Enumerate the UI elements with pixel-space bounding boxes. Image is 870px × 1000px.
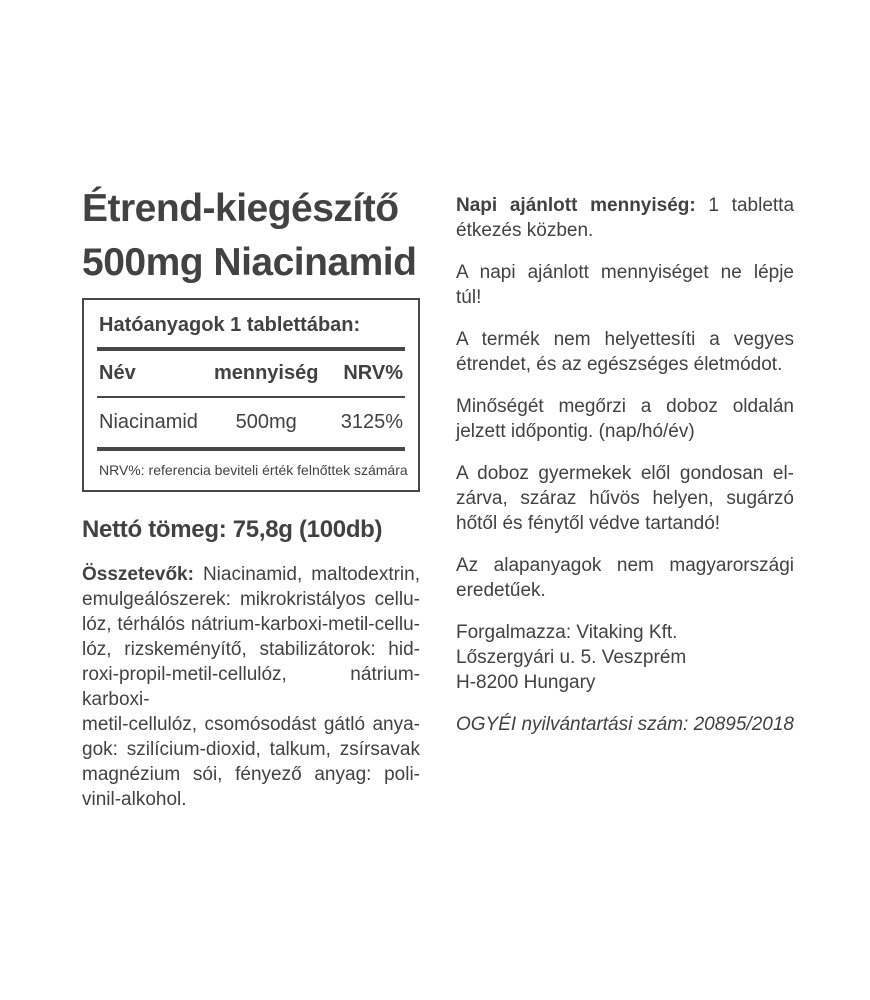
text-line: magnézium sói, fényező anyag: poli-: [82, 764, 420, 785]
text-line: roxi-propil-metil-cellulóz, nátrium-karboxi-: [82, 664, 420, 710]
text-line: Napi ajánlott mennyiség: 1 tabletta: [456, 195, 795, 216]
para-daily-dose: [456, 193, 794, 243]
text-line: jelzett időpontig. (nap/hó/év): [456, 421, 695, 442]
left-column: [82, 168, 420, 812]
text-line: Forgalmazza: Vitaking Kft.: [456, 622, 678, 643]
text-line: Összetevők: Niacinamid, maltodextrin,: [82, 564, 420, 585]
table-row: [97, 398, 405, 447]
para-registration-number: [456, 712, 794, 737]
text-line: vinil-alkohol.: [82, 789, 187, 810]
column-header-nrv: NRV%: [343, 362, 403, 384]
column-header-quantity: mennyiség: [213, 362, 319, 384]
text-line: A doboz gyermekek elől gondosan el-: [456, 463, 794, 484]
cell-ingredient-nrv: 3125%: [340, 411, 403, 433]
ingredients-paragraph: [82, 562, 420, 812]
column-header-name: Név: [99, 362, 136, 384]
para-ingredient-origin: [456, 553, 794, 603]
net-weight: Nettó tömeg: 75,8g (100db): [82, 516, 383, 543]
text-line: lóz, térhálós nátrium-karboxi-metil-cellu-: [82, 614, 420, 635]
para-not-a-substitute: [456, 327, 794, 377]
text-line: gok: szilícium-dioxid, talkum, zsírsavak: [82, 739, 420, 760]
text-line: eredetűek.: [456, 580, 546, 601]
para-distributor: [456, 620, 794, 695]
para-do-not-exceed: [456, 260, 794, 310]
text-line: zárva, száraz hűvös helyen, sugárzó: [456, 488, 794, 509]
text-line: Minőségét megőrzi a doboz oldalán: [456, 396, 794, 417]
para-best-before: [456, 394, 794, 444]
product-title-line2: 500mg Niacinamid: [82, 241, 417, 284]
text-line: étkezés közben.: [456, 220, 594, 241]
text-line: A termék nem helyettesíti a vegyes: [456, 329, 794, 350]
text-line: hőtől és fénytől védve tartandó!: [456, 513, 721, 534]
label-content: [82, 168, 794, 812]
text-line: emulgeálószerek: mikrokristályos cellu-: [82, 589, 420, 610]
para-storage: [456, 461, 794, 536]
table-title: Hatóanyagok 1 tablettában:: [99, 314, 361, 336]
bold-lead: Napi ajánlott mennyiség:: [456, 195, 696, 216]
active-ingredients-table: [82, 298, 420, 492]
product-title: [82, 182, 420, 290]
table-header-row: [97, 351, 405, 396]
bold-lead: Összetevők:: [82, 564, 194, 585]
text-line: OGYÉI nyilvántartási szám: 20895/2018: [456, 714, 794, 735]
text-line: étrendet, és az egészséges életmódot.: [456, 354, 783, 375]
text-line: Az alapanyagok nem magyarországi: [456, 555, 794, 576]
nrv-footnote: NRV%: referencia beviteli érték felnőttek számára: [99, 462, 408, 478]
text-line: lóz, rizskeményítő, stabilizátorok: hid-: [82, 639, 420, 660]
text-line: metil-cellulóz, csomósodást gátló anya-: [82, 714, 420, 735]
cell-ingredient-quantity: 500mg: [235, 411, 297, 433]
right-column: [456, 168, 794, 812]
product-title-line1: Étrend-kiegészítő: [82, 187, 399, 230]
text-line: Lőszergyári u. 5. Veszprém: [456, 647, 687, 668]
text-line: A napi ajánlott mennyiséget ne lépje: [456, 262, 794, 283]
cell-ingredient-name: Niacinamid: [99, 411, 198, 433]
text-line: H-8200 Hungary: [456, 672, 596, 693]
text-line: túl!: [456, 287, 482, 308]
